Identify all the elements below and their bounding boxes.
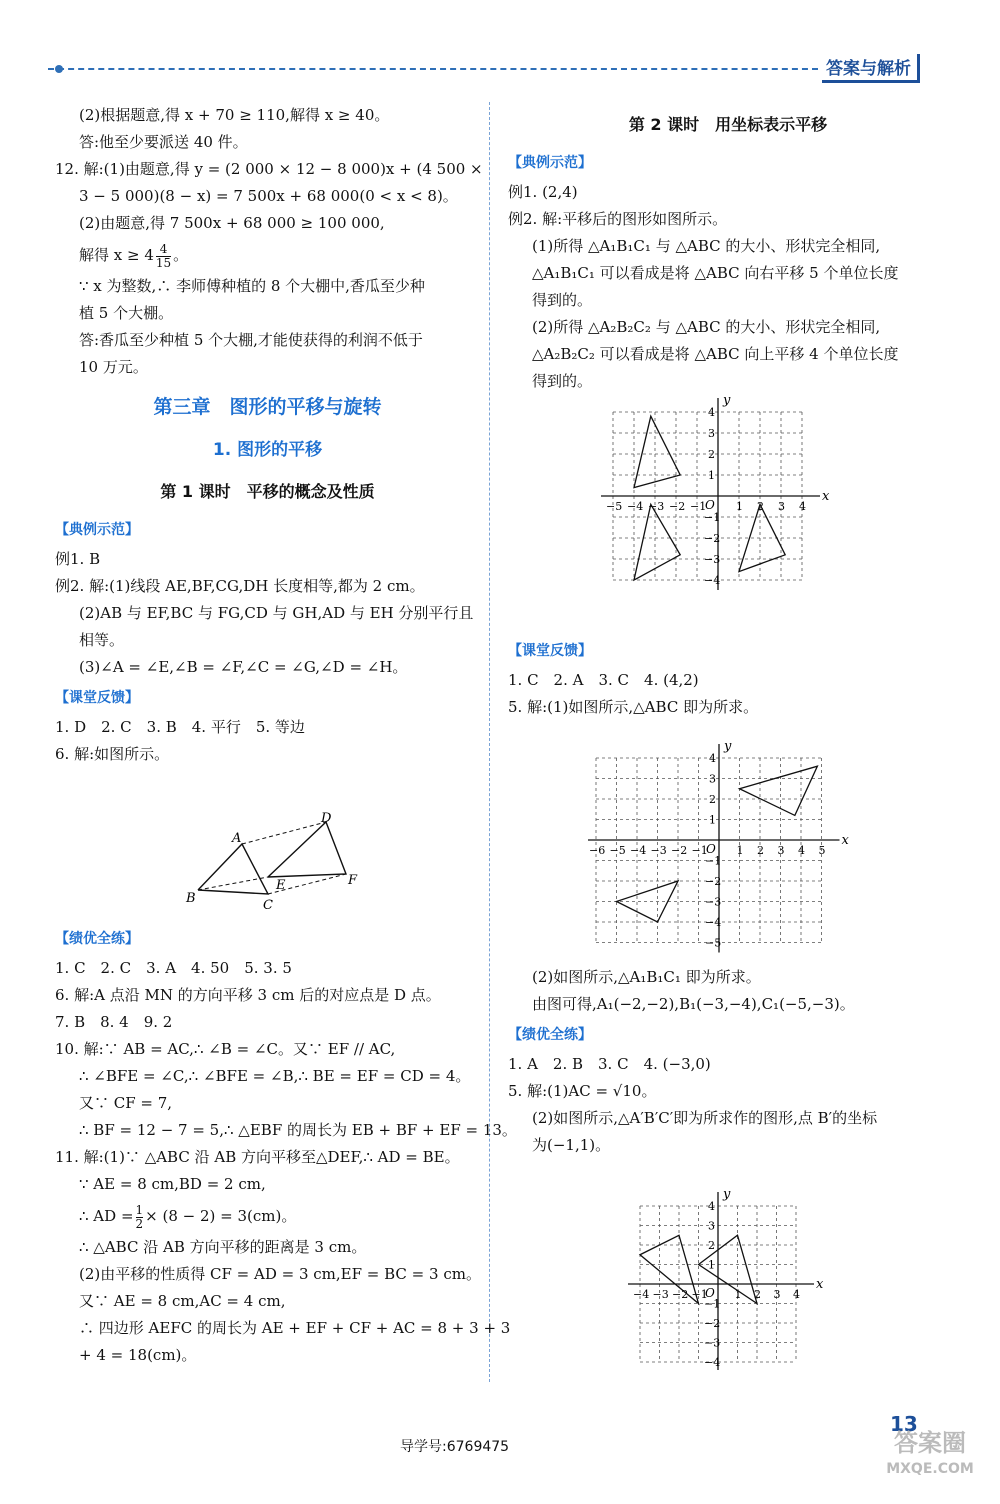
text-span: ∴ AD =	[79, 1207, 134, 1225]
label-c: C	[263, 898, 273, 912]
fraction	[156, 243, 171, 270]
text-line: 得到的。	[532, 372, 593, 390]
text-line: 1. C 2. C 3. A 4. 50 5. 3. 5	[55, 959, 292, 977]
fraction-numerator: 4	[156, 243, 171, 257]
tick-label: −5	[705, 936, 722, 950]
text-line: 例1. B	[55, 550, 101, 568]
text-span: 。	[173, 246, 189, 264]
text-span: 解得 x ≥ 4	[79, 246, 154, 264]
origin-label: O	[706, 842, 716, 856]
tick-label: −2	[671, 844, 688, 857]
triangle	[634, 416, 680, 487]
tick-label: −3	[704, 1336, 721, 1350]
tick-label: 1	[736, 844, 744, 857]
text-line: (2)如图所示,△A′B′C′即为所求作的图形,点 B′的坐标	[532, 1109, 878, 1127]
tick-label: 2	[709, 793, 716, 806]
left-column-lower	[55, 922, 517, 1369]
section-label-feedback: 【课堂反馈】	[508, 643, 592, 659]
text-line: (2)如图所示,△A₁B₁C₁ 即为所求。	[532, 968, 761, 986]
text-line: ∵ x 为整数,∴ 李师傅种植的 8 个大棚中,香瓜至少种	[79, 277, 425, 295]
coordinate-grid-2	[588, 738, 868, 956]
tick-label: −5	[609, 844, 626, 857]
tick-label: 4	[799, 500, 806, 513]
coordinate-grid-3	[618, 1160, 838, 1370]
text-line: 5. 解:(1)AC = √10。	[508, 1082, 657, 1100]
header-title: 答案与解析	[822, 54, 920, 83]
fraction-denominator: 2	[135, 1216, 144, 1231]
tick-label: 2	[708, 1239, 715, 1252]
fraction-denominator: 15	[155, 255, 172, 270]
tick-label: 4	[709, 752, 716, 765]
text-line: ∴ ∠BFE = ∠C,∴ ∠BFE = ∠B,∴ BE = EF = CD = 4。	[79, 1067, 471, 1085]
text-line: 例2. 解:平移后的图形如图所示。	[508, 210, 728, 228]
x-axis-label: x	[822, 489, 830, 504]
text-line: (3)∠A = ∠E,∠B = ∠F,∠C = ∠G,∠D = ∠H。	[79, 658, 408, 676]
text-line: ∴ △ABC 沿 AB 方向平移的距离是 3 cm。	[79, 1238, 367, 1256]
section-title: 1. 图形的平移	[212, 440, 323, 460]
guide-number: 导学号:6769475	[400, 1439, 510, 1455]
triangle-abc	[198, 844, 268, 894]
text-line: 例1. (2,4)	[508, 183, 578, 201]
watermark-url: MXQE.COM	[886, 1461, 974, 1477]
text-line: 相等。	[79, 631, 125, 649]
watermark-text: 答案圈	[894, 1429, 966, 1457]
right-column	[508, 104, 948, 395]
label-a: A	[232, 831, 242, 846]
tick-label: −4	[627, 500, 644, 513]
fraction-numerator: 1	[135, 1202, 144, 1217]
text-line: 3 − 5 000)(8 − x) = 7 500x + 68 000(0 < x < 8)。	[79, 187, 458, 205]
tick-label: −4	[633, 1288, 650, 1301]
section-label-typical: 【典例示范】	[508, 155, 592, 171]
text-line: 得到的。	[532, 291, 593, 309]
tick-label: 4	[798, 844, 805, 857]
tick-label: −4	[630, 844, 647, 857]
tick-label: −3	[652, 1288, 669, 1301]
text-line: 为(−1,1)。	[532, 1136, 611, 1154]
label-b: B	[186, 891, 196, 906]
tick-label: 2	[757, 500, 764, 513]
tick-label: −3	[650, 844, 667, 857]
text-line: 11. 解:(1)∵ △ABC 沿 AB 方向平移至△DEF,∴ AD = BE。	[55, 1148, 460, 1166]
section-label-excel: 【绩优全练】	[508, 1027, 592, 1043]
left-column	[55, 102, 483, 768]
tick-label: 2	[754, 1288, 761, 1301]
page-number: 13	[890, 1412, 918, 1436]
tick-label: −3	[705, 895, 722, 909]
tick-label: 3	[773, 1288, 781, 1301]
y-axis-label: y	[724, 739, 732, 754]
tick-label: 4	[793, 1288, 800, 1301]
triangle	[634, 504, 680, 580]
tick-label: 3	[708, 427, 715, 440]
x-axis-label: x	[841, 833, 849, 848]
tick-label: −1	[691, 844, 708, 857]
lesson-title: 第 1 课时 平移的概念及性质	[160, 482, 375, 501]
text-line: 7. B 8. 4 9. 2	[55, 1013, 173, 1031]
text-line: 1. D 2. C 3. B 4. 平行 5. 等边	[55, 718, 305, 736]
translation-figure	[180, 812, 370, 912]
tick-label: −1	[704, 511, 721, 524]
text-line: △A₁B₁C₁ 可以看成是将 △ABC 向右平移 5 个单位长度	[532, 264, 899, 282]
tick-label: −2	[669, 500, 686, 513]
text-line: 例2. 解:(1)线段 AE,BF,CG,DH 长度相等,都为 2 cm。	[55, 577, 425, 595]
right-column-excel	[508, 964, 948, 1159]
label-f: F	[348, 873, 358, 888]
tick-label: −1	[690, 500, 707, 513]
text-span: × (8 − 2) = 3(cm)。	[145, 1207, 297, 1225]
text-line: 12. 解:(1)由题意,得 y = (2 000 × 12 − 8 000)x + (4 500 ×	[55, 160, 483, 178]
x-axis-label: x	[816, 1277, 824, 1292]
text-line: + 4 = 18(cm)。	[79, 1346, 197, 1364]
text-line: 植 5 个大棚。	[79, 304, 174, 322]
tick-label: −1	[705, 854, 722, 868]
text-line: (2)所得 △A₂B₂C₂ 与 △ABC 的大小、形状完全相同,	[532, 318, 881, 336]
label-e: E	[276, 878, 286, 893]
text-line: 5. 解:(1)如图所示,△ABC 即为所求。	[508, 698, 759, 716]
tick-label: 1	[709, 813, 716, 827]
tick-label: 4	[708, 406, 715, 419]
tick-label: −6	[589, 844, 606, 857]
label-d: D	[321, 812, 332, 826]
text-line: ∵ AE = 8 cm,BD = 2 cm,	[79, 1175, 266, 1193]
text-line: (2)由平移的性质得 CF = AD = 3 cm,EF = BC = 3 cm。	[79, 1265, 481, 1283]
text-line: 答:香瓜至少种植 5 个大棚,才能使获得的利润不低于	[79, 331, 423, 349]
tick-label: 3	[777, 844, 785, 857]
tick-label: 1	[734, 1288, 742, 1301]
text-line: △A₂B₂C₂ 可以看成是将 △ABC 向上平移 4 个单位长度	[532, 345, 899, 363]
section-label-feedback: 【课堂反馈】	[55, 690, 139, 706]
text-line: (1)所得 △A₁B₁C₁ 与 △ABC 的大小、形状完全相同,	[532, 237, 881, 255]
text-line	[55, 237, 480, 273]
section-label-typical: 【典例示范】	[55, 522, 139, 538]
tick-label: 5	[818, 844, 826, 857]
tick-label: −2	[704, 532, 721, 545]
tick-label: 2	[757, 844, 764, 857]
text-line: 6. 解:如图所示。	[55, 745, 170, 763]
text-line: 又∵ CF = 7,	[79, 1094, 173, 1112]
y-axis-label: y	[723, 393, 731, 408]
fraction	[136, 1204, 144, 1231]
lesson-title: 第 2 课时 用坐标表示平移	[628, 115, 828, 134]
tick-label: −2	[704, 1317, 721, 1330]
tick-label: 1	[736, 500, 743, 513]
origin-label: O	[705, 498, 715, 512]
tick-label: −4	[704, 1356, 721, 1369]
triangle	[740, 766, 818, 815]
header-rule	[48, 68, 818, 70]
text-line: (2)由题意,得 7 500x + 68 000 ≥ 100 000,	[79, 214, 385, 232]
triangle-def	[268, 822, 346, 877]
text-line: 1. C 2. A 3. C 4. (4,2)	[508, 671, 699, 689]
chapter-title: 第三章 图形的平移与旋转	[153, 396, 382, 418]
tick-label: −2	[672, 1288, 689, 1301]
y-axis-label: y	[723, 1187, 731, 1202]
tick-label: 1	[708, 469, 715, 482]
tick-label: −4	[705, 916, 722, 929]
text-line	[55, 1198, 480, 1234]
text-line: 10. 解:∵ AB = AC,∴ ∠B = ∠C。又∵ EF // AC,	[55, 1040, 396, 1058]
tick-label: 4	[708, 1200, 715, 1213]
tick-label: −1	[691, 1288, 708, 1301]
text-line: 又∵ AE = 8 cm,AC = 4 cm,	[79, 1292, 286, 1310]
tick-label: −2	[705, 875, 722, 888]
origin-label: O	[705, 1286, 715, 1300]
text-line: ∴ 四边形 AEFC 的周长为 AE + EF + CF + AC = 8 + 3 + 3	[79, 1319, 511, 1337]
tick-label: −1	[704, 1297, 721, 1311]
tick-label: −3	[704, 553, 721, 566]
text-line: ∴ BF = 12 − 7 = 5,∴ △EBF 的周长为 EB + BF + EF = 13。	[79, 1121, 517, 1139]
tick-label: 2	[708, 448, 715, 461]
watermark-logo	[880, 1430, 980, 1500]
column-divider	[489, 102, 490, 1382]
text-line: 1. A 2. B 3. C 4. (−3,0)	[508, 1055, 711, 1073]
tick-label: 3	[778, 500, 785, 513]
right-column-feedback	[508, 634, 948, 721]
tick-label: 3	[708, 1219, 715, 1233]
tick-label: 1	[708, 1258, 715, 1272]
tick-label: −5	[606, 500, 623, 513]
tick-label: 3	[709, 772, 716, 786]
tick-label: −4	[704, 574, 721, 587]
text-line: (2)根据题意,得 x + 70 ≥ 110,解得 x ≥ 40。	[79, 106, 390, 124]
coordinate-grid-1	[600, 390, 850, 600]
text-line: 答:他至少要派送 40 件。	[79, 133, 248, 151]
text-line: 由图可得,A₁(−2,−2),B₁(−3,−4),C₁(−5,−3)。	[532, 995, 855, 1013]
section-label-excel: 【绩优全练】	[55, 931, 139, 947]
text-line: 10 万元。	[79, 358, 148, 376]
tick-label: −3	[648, 500, 665, 513]
text-line: (2)AB 与 EF,BC 与 FG,CD 与 GH,AD 与 EH 分别平行且	[79, 604, 474, 622]
text-line: 6. 解:A 点沿 MN 的方向平移 3 cm 后的对应点是 D 点。	[55, 986, 441, 1004]
